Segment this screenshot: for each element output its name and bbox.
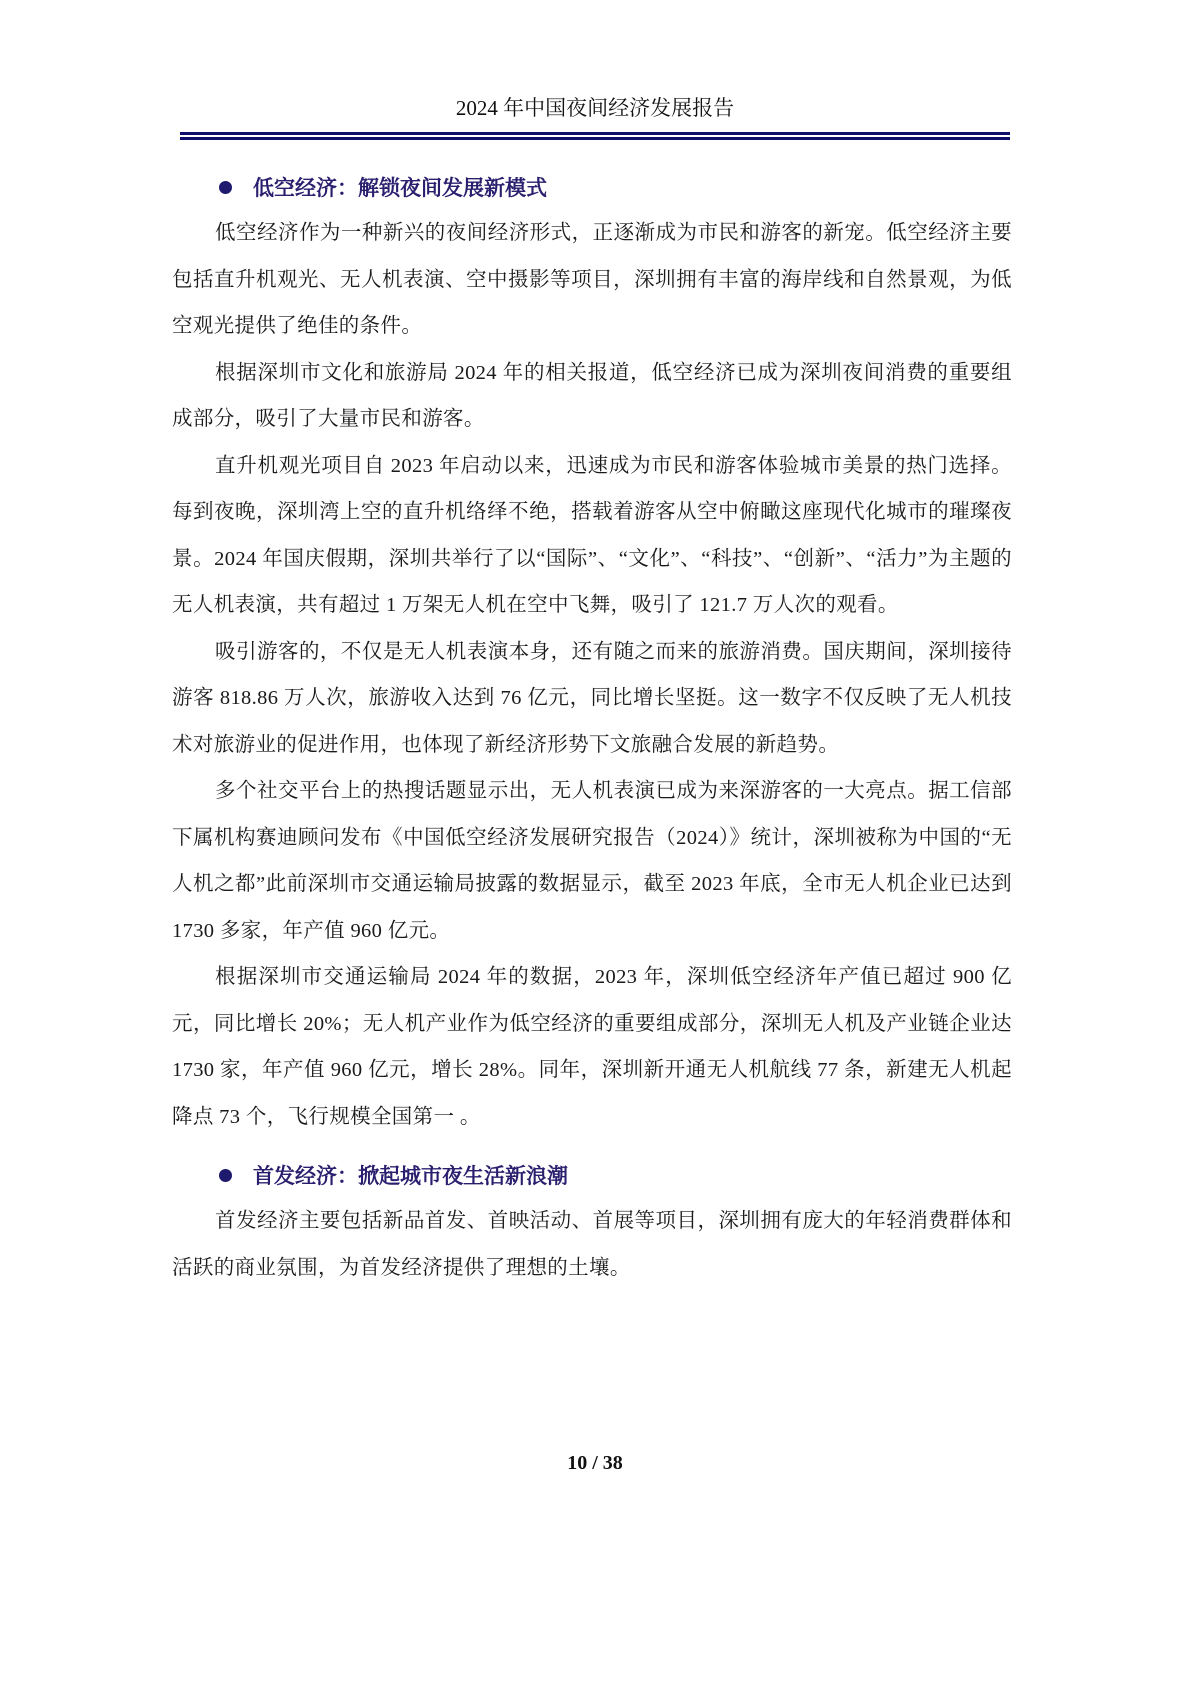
page-body (172, 164, 1012, 1291)
section-spacer (172, 1140, 1012, 1152)
page-header-title: 2024 年中国夜间经济发展报告 (455, 96, 735, 120)
bullet-icon (219, 1169, 232, 1182)
bullet-icon (219, 181, 232, 194)
paragraph: 直升机观光项目自 2023 年启动以来，迅速成为市民和游客体验城市美景的热门选择。每到夜晚，深圳湾上空的直升机络绎不绝，搭载着游客从空中俯瞰这座现代化城市的璀璨夜景。2024 年国庆假期，深圳共举行了以“国际”、“文化”、“科技”、“创新”、“活力”为主题的无人机表演，共有超过 1 万架无人机在空中飞舞，吸引了 121.7 万人次的观看。 (172, 454, 1012, 616)
paragraph: 多个社交平台上的热搜话题显示出，无人机表演已成为来深游客的一大亮点。据工信部下属机构赛迪顾问发布《中国低空经济发展研究报告（2024）》统计，深圳被称为中国的“无人机之都”此前深圳市交通运输局披露的数据显示，截至 2023 年底，全市无人机企业已达到 1730 多家，年产值 960 亿元。 (172, 780, 1012, 942)
paragraph: 吸引游客的，不仅是无人机表演本身，还有随之而来的旅游消费。国庆期间，深圳接待游客 818.86 万人次，旅游收入达到 76 亿元，同比增长坚挺。这一数字不仅反映了无人机技术对旅游业的促进作用，也体现了新经济形势下文旅融合发展的新趋势。 (172, 640, 1012, 756)
section-heading-text: 低空经济：解锁夜间发展新模式 (253, 176, 547, 200)
section-heading-launch-economy (172, 1152, 1012, 1198)
section-heading-text: 首发经济：掀起城市夜生活新浪潮 (253, 1164, 568, 1188)
paragraph: 首发经济主要包括新品首发、首映活动、首展等项目，深圳拥有庞大的年轻消费群体和活跃的商业氛围，为首发经济提供了理想的土壤。 (172, 1210, 1012, 1279)
header-rule-top (180, 132, 1010, 135)
paragraph: 根据深圳市文化和旅游局 2024 年的相关报道，低空经济已成为深圳夜间消费的重要组成部分，吸引了大量市民和游客。 (172, 361, 1012, 430)
header-rule-bottom (180, 137, 1010, 140)
page-number: 10 / 38 (567, 1452, 623, 1474)
paragraph: 根据深圳市交通运输局 2024 年的数据，2023 年，深圳低空经济年产值已超过 900 亿元，同比增长 20%；无人机产业作为低空经济的重要组成部分，深圳无人机及产业链企业达 1730 家，年产值 960 亿元，增长 28%。同年，深圳新开通无人机航线 77 条，新建无人机起降点 73 个，飞行规模全国第一 。 (172, 966, 1012, 1128)
section-heading-low-altitude (172, 164, 1012, 210)
paragraph: 低空经济作为一种新兴的夜间经济形式，正逐渐成为市民和游客的新宠。低空经济主要包括直升机观光、无人机表演、空中摄影等项目，深圳拥有丰富的海岸线和自然景观，为低空观光提供了绝佳的条件。 (172, 222, 1012, 337)
